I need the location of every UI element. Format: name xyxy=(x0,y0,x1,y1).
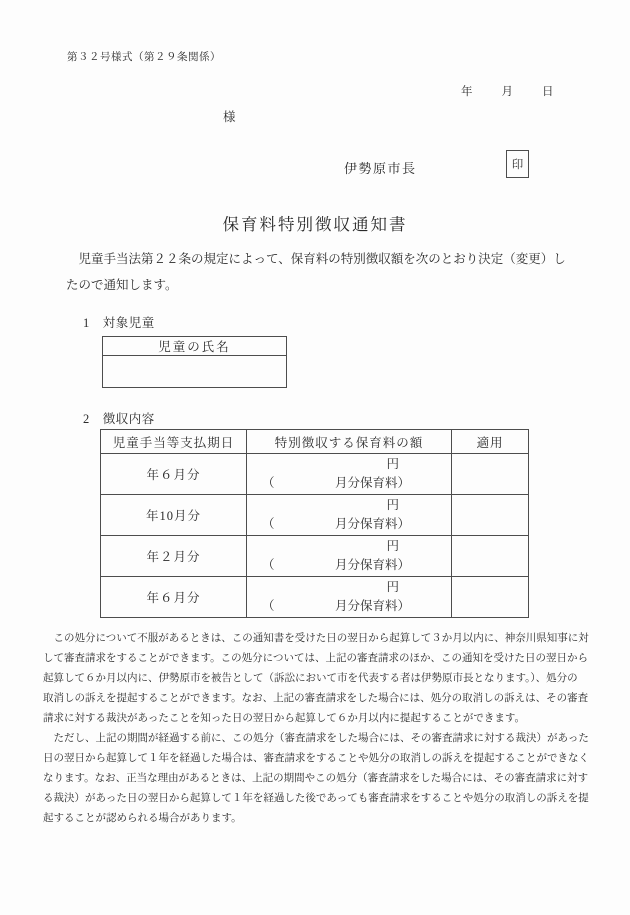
form-number: 第３２号様式（第２９条関係） xyxy=(67,52,221,63)
date-day-label: 日 xyxy=(542,86,554,98)
seal-icon: 印 xyxy=(511,159,524,171)
notice-line: なります。なお、正当な理由があるときは、上記の期間やこの処分（審査請求をした場合には、その審査請求に対す xyxy=(43,773,589,784)
monthly-fee-label: 月分保育料） xyxy=(334,558,410,572)
notice-line: 起することが認められる場合があります。 xyxy=(43,813,242,824)
section-1-heading: 1 対象児童 xyxy=(83,316,155,330)
issue-date-line xyxy=(461,83,554,99)
intro-line: 児童手当法第２２条の規定によって、保育料の特別徴収額を次のとおり決定（変更）し xyxy=(66,252,566,266)
column-header-payment-date: 児童手当等支払期日 xyxy=(101,430,247,454)
remark-blank-cell xyxy=(452,536,529,577)
addressee-honorific: 様 xyxy=(223,110,236,124)
legal-notice xyxy=(43,629,591,829)
paren-open: （ xyxy=(262,558,275,572)
monthly-fee-label: 月分保育料） xyxy=(334,599,410,613)
collection-table xyxy=(100,429,529,618)
yen-label: 円 xyxy=(386,457,399,471)
period-cell: 年２月分 xyxy=(101,536,247,577)
intro-paragraph xyxy=(66,247,578,298)
table-row xyxy=(101,495,529,536)
date-month-label: 月 xyxy=(501,86,513,98)
child-name-blank-cell xyxy=(103,356,287,388)
monthly-fee-label: 月分保育料） xyxy=(334,476,410,490)
intro-line: たので通知します。 xyxy=(66,277,178,292)
monthly-fee-label: 月分保育料） xyxy=(334,517,410,531)
section-2-heading: 2 徴収内容 xyxy=(83,412,155,426)
child-name-table xyxy=(102,336,287,388)
yen-label: 円 xyxy=(386,498,399,512)
table-row xyxy=(101,454,529,495)
notice-line: この処分について不服があるときは、この通知書を受けた日の翌日から起算して３か月以内に、神奈川県知事に対 xyxy=(43,633,589,644)
issuer-name: 伊勢原市長 xyxy=(344,161,417,176)
collection-table-header-row xyxy=(101,430,529,454)
paren-open: （ xyxy=(262,517,275,531)
notice-line: 取消しの訴えを提起することができます。なお、上記の審査請求をした場合には、処分の取消しの訴えは、その審査 xyxy=(43,693,589,704)
table-row xyxy=(101,536,529,577)
remark-blank-cell xyxy=(452,495,529,536)
notice-line: して審査請求をすることができます。この処分については、上記の審査請求のほか、この通知を受けた日の翌日から xyxy=(43,653,588,664)
period-cell: 年10月分 xyxy=(101,495,247,536)
date-year-label: 年 xyxy=(461,86,473,98)
notice-line: 請求に対する裁決があったことを知った日の翌日から起算して６か月以内に提起することができます。 xyxy=(43,713,526,724)
remark-blank-cell xyxy=(452,577,529,618)
notice-line: 起算して６か月以内に、伊勢原市を被告として（訴訟において市を代表する者は伊勢原市長となります。）、処分の xyxy=(43,673,578,684)
period-cell: 年６月分 xyxy=(101,577,247,618)
amount-cell xyxy=(247,454,452,495)
period-cell: 年６月分 xyxy=(101,454,247,495)
child-name-header: 児童の氏名 xyxy=(103,337,287,356)
amount-cell xyxy=(247,495,452,536)
paren-open: （ xyxy=(262,476,275,490)
yen-label: 円 xyxy=(386,580,399,594)
document-title: 保育料特別徴収通知書 xyxy=(222,215,408,234)
remark-blank-cell xyxy=(452,454,529,495)
paren-open: （ xyxy=(262,599,275,613)
column-header-remark: 適用 xyxy=(452,430,529,454)
notice-line: ただし、上記の期間が経過する前に、この処分（審査請求をした場合には、その審査請求に対する裁決）があった xyxy=(43,733,589,744)
amount-cell xyxy=(247,577,452,618)
seal-box xyxy=(506,150,529,178)
amount-cell xyxy=(247,536,452,577)
column-header-amount: 特別徴収する保育料の額 xyxy=(247,430,452,454)
table-row xyxy=(101,577,529,618)
notice-line: る裁決）があった日の翌日から起算して１年を経過した後であっても審査請求をすることや処分の取消しの訴えを提 xyxy=(43,793,589,804)
notice-line: 日の翌日から起算して１年を経過した場合は、審査請求をすることや処分の取消しの訴えを提起することができなく xyxy=(43,753,589,764)
yen-label: 円 xyxy=(386,539,399,553)
